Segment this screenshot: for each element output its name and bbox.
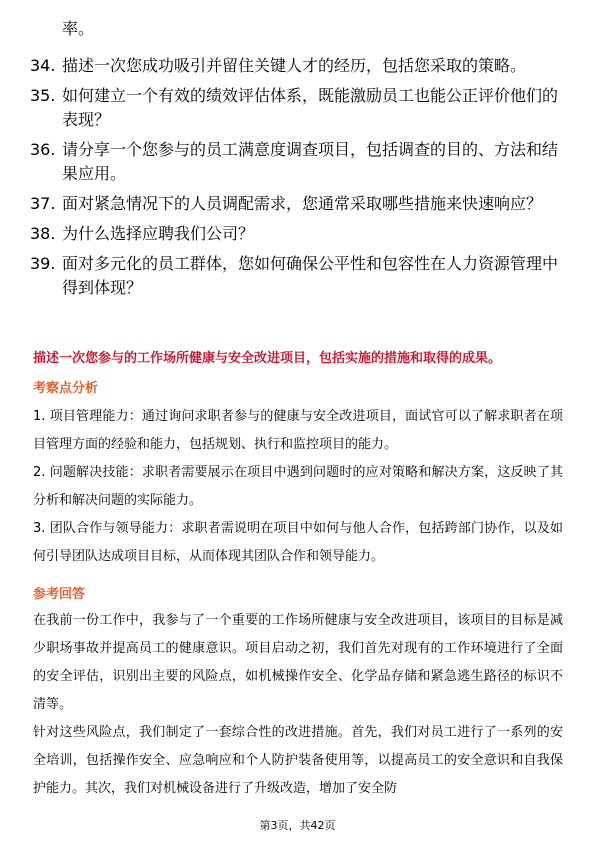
answer-paragraph: 针对这些风险点，我们制定了一套综合性的改进措施。首先，我们对员工进行了一系列的安全培训，包括操作安全、应急响应和个人防护装备使用等，以提高员工的安全意识和自我保护能力。其次，我们对机械设备进行了升级改造，增加了安全防 <box>33 725 563 796</box>
question-item <box>30 138 560 186</box>
question-number: 39. <box>30 254 56 273</box>
question-item <box>30 222 560 246</box>
question-number: 34. <box>30 56 56 75</box>
answer-paragraph: 在我前一份工作中，我参与了一个重要的工作场所健康与安全改进项目，该项目的目标是减少职场事故并提高员工的健康意识。项目启动之初，我们首先对现有的工作环境进行了全面的安全评估，识别出主要的风险点，如机械操作安全、化学品存储和紧急逃生路径的标识不清等。 <box>33 613 563 712</box>
analysis-heading: 考察点分析 <box>33 381 99 396</box>
answer-body <box>33 607 563 803</box>
question-item <box>30 84 560 132</box>
continued-text: 率。 <box>62 19 95 38</box>
analysis-item: 1. 项目管理能力：通过询问求职者参与的健康与安全改进项目，面试官可以了解求职者在项目管理方面的经验和能力，包括规划、执行和监控项目的能力。 <box>33 409 563 452</box>
question-text: 为什么选择应聘我们公司？ <box>62 224 255 243</box>
question-item <box>30 252 560 300</box>
question-text: 面对多元化的员工群体，您如何确保公平性和包容性在人力资源管理中得到体现？ <box>62 254 559 297</box>
analysis-item: 3. 团队合作与领导能力：求职者需说明在项目中如何与他人合作，包括跨部门协作，以及如何引导团队达成项目目标，从而体现其团队合作和领导能力。 <box>33 521 563 564</box>
page-footer: 第3页，共42页 <box>259 819 336 832</box>
question-number: 37. <box>30 194 56 213</box>
answer-heading: 参考回答 <box>33 587 86 602</box>
question-item <box>30 192 560 216</box>
question-number: 36. <box>30 140 56 159</box>
question-list <box>30 54 560 306</box>
question-item <box>30 54 560 78</box>
question-number: 35. <box>30 86 56 105</box>
question-text: 请分享一个您参与的员工满意度调查项目，包括调查的目的、方法和结果应用。 <box>62 140 559 183</box>
highlighted-question: 描述一次您参与的工作场所健康与安全改进项目，包括实施的措施和取得的成果。 <box>33 351 502 366</box>
question-number: 38. <box>30 224 56 243</box>
question-text: 描述一次您成功吸引并留住关键人才的经历，包括您采取的策略。 <box>62 56 527 75</box>
analysis-list <box>33 403 563 571</box>
analysis-item: 2. 问题解决技能：求职者需要展示在项目中遇到问题时的应对策略和解决方案，这反映了其分析和解决问题的实际能力。 <box>33 465 563 508</box>
question-text: 如何建立一个有效的绩效评估体系，既能激励员工也能公正评价他们的表现？ <box>62 86 559 129</box>
question-text: 面对紧急情况下的人员调配需求，您通常采取哪些措施来快速响应？ <box>62 194 543 213</box>
